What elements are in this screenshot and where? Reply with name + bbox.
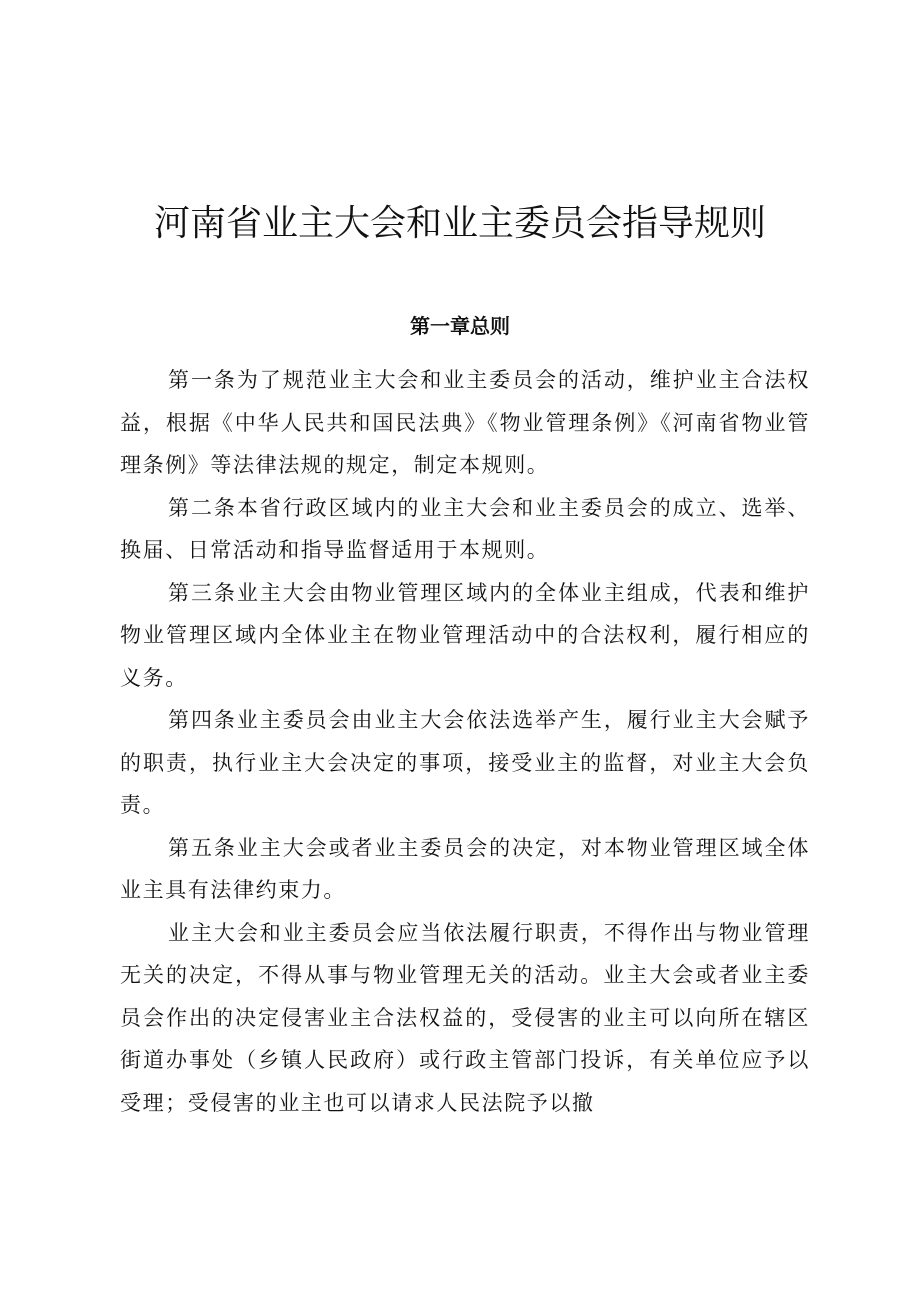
paragraph-article-3: 第三条业主大会由物业管理区域内的全体业主组成，代表和维护物业管理区域内全体业主在物业管理活动中的合法权利，履行相应的义务。 [120,580,810,690]
document-title: 河南省业主大会和业主委员会指导规则 [153,203,766,244]
paragraph-article-1: 第一条为了规范业主大会和业主委员会的活动，维护业主合法权益，根据《中华人民共和国民法典》《物业管理条例》《河南省物业管理条例》等法律法规的规定，制定本规则。 [120,368,810,477]
paragraph-article-2: 第二条本省行政区域内的业主大会和业主委员会的成立、选举、换届、日常活动和指导监督适用于本规则。 [120,495,810,562]
paragraph-article-4: 第四条业主委员会由业主大会依法选举产生，履行业主大会赋予的职责，执行业主大会决定的事项，接受业主的监督，对业主大会负责。 [120,708,810,817]
paragraph-article-5-continued: 业主大会和业主委员会应当依法履行职责，不得作出与物业管理无关的决定，不得从事与物业管理无关的活动。业主大会或者业主委员会作出的决定侵害业主合法权益的，受侵害的业主可以向所在辖区街道办事处（乡镇人民政府）或行政主管部门投诉，有关单位应予以受理；受侵害的业主也可以请求人民法院予以撤 [120,920,810,1115]
document-body [120,359,810,1124]
chapter-heading: 第一章总则 [410,314,510,338]
paragraph-article-5: 第五条业主大会或者业主委员会的决定，对本物业管理区域全体业主具有法律约束力。 [120,835,810,902]
